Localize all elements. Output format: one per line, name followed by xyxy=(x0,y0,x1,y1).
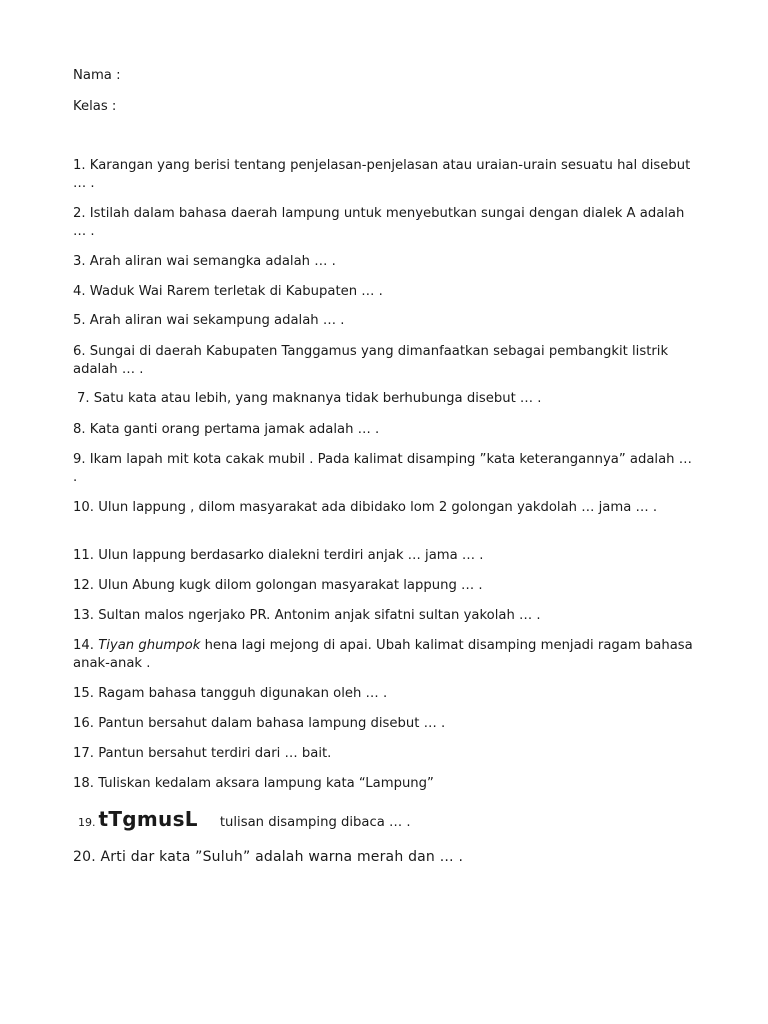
nama-label: Nama : xyxy=(73,68,121,83)
question-text: Karangan yang berisi tentang penjelasan-penjelasan atau uraian-urain sesuatu hal disebut … . xyxy=(73,158,691,191)
question-number: 4. xyxy=(73,284,86,299)
question-number: 15. xyxy=(73,686,94,701)
question-number: 5. xyxy=(73,313,86,328)
question-number: 20. xyxy=(73,849,96,865)
question-number: 19. xyxy=(78,816,96,829)
nama-field xyxy=(73,67,121,85)
question-19 xyxy=(78,807,703,832)
question-18 xyxy=(73,775,698,793)
question-text: hena lagi mejong di apai. Ubah kalimat disamping menjadi ragam bahasa anak-anak . xyxy=(73,638,693,671)
question-text: Ulun Abung kugk dilom golongan masyarakat lappung … . xyxy=(98,578,483,593)
question-number: 18. xyxy=(73,776,94,791)
question-text: Pantun bersahut terdiri dari … bait. xyxy=(98,746,332,761)
question-number: 8. xyxy=(73,422,86,437)
question-13 xyxy=(73,607,698,625)
question-text: Kata ganti orang pertama jamak adalah … . xyxy=(89,422,380,437)
kelas-field xyxy=(73,98,116,116)
question-number: 14. xyxy=(73,638,94,653)
question-number: 17. xyxy=(73,746,94,761)
question-italic-phrase: Tiyan ghumpok xyxy=(98,638,201,653)
question-text: Ulun lappung berdasarko dialekni terdiri anjak … jama … . xyxy=(98,548,484,563)
kelas-label: Kelas : xyxy=(73,99,117,114)
question-2 xyxy=(73,205,698,241)
question-text: Arti dar kata ”Suluh” adalah warna merah dan … . xyxy=(100,849,464,865)
question-1 xyxy=(73,157,698,193)
question-7 xyxy=(77,390,702,408)
question-number: 10. xyxy=(73,500,94,515)
question-number: 7. xyxy=(77,391,90,406)
question-text: Arah aliran wai semangka adalah … . xyxy=(89,254,336,269)
question-10 xyxy=(73,499,698,517)
question-number: 3. xyxy=(73,254,86,269)
question-text: Arah aliran wai sekampung adalah … . xyxy=(89,313,345,328)
question-11 xyxy=(73,547,698,565)
question-text: Ulun lappung , dilom masyarakat ada dibidako lom 2 golongan yakdolah … jama … . xyxy=(98,500,658,515)
question-9 xyxy=(73,451,698,487)
question-text: tulisan disamping dibaca … . xyxy=(219,815,411,830)
question-3 xyxy=(73,253,698,271)
question-text: Sultan malos ngerjako PR. Antonim anjak sifatni sultan yakolah … . xyxy=(98,608,541,623)
question-number: 9. xyxy=(73,452,86,467)
question-number: 11. xyxy=(73,548,94,563)
question-17 xyxy=(73,745,698,763)
question-number: 16. xyxy=(73,716,94,731)
question-6 xyxy=(73,343,698,379)
question-4 xyxy=(73,283,698,301)
question-text: Ragam bahasa tangguh digunakan oleh … . xyxy=(98,686,388,701)
lampung-script-glyph: tTgmusL xyxy=(98,807,198,831)
question-number: 2. xyxy=(73,206,86,221)
question-text: Waduk Wai Rarem terletak di Kabupaten … . xyxy=(89,284,383,299)
question-text: Ikam lapah mit kota cakak mubil . Pada kalimat disamping ”kata keterangannya” adalah … . xyxy=(73,452,692,485)
question-20 xyxy=(73,848,698,866)
question-5 xyxy=(73,312,698,330)
question-number: 1. xyxy=(73,158,86,173)
question-15 xyxy=(73,685,698,703)
question-text: Tuliskan kedalam aksara lampung kata “Lampung” xyxy=(98,776,434,791)
question-number: 12. xyxy=(73,578,94,593)
question-text: Pantun bersahut dalam bahasa lampung disebut … . xyxy=(98,716,446,731)
question-8 xyxy=(73,421,698,439)
question-16 xyxy=(73,715,698,733)
question-text: Sungai di daerah Kabupaten Tanggamus yang dimanfaatkan sebagai pembangkit listrik adalah … . xyxy=(73,344,669,377)
question-14 xyxy=(73,637,698,673)
question-number: 6. xyxy=(73,344,86,359)
question-number: 13. xyxy=(73,608,94,623)
question-text: Satu kata atau lebih, yang maknanya tidak berhubunga disebut … . xyxy=(93,391,542,406)
question-text: Istilah dalam bahasa daerah lampung untuk menyebutkan sungai dengan dialek A adalah … . xyxy=(73,206,685,239)
question-12 xyxy=(73,577,698,595)
